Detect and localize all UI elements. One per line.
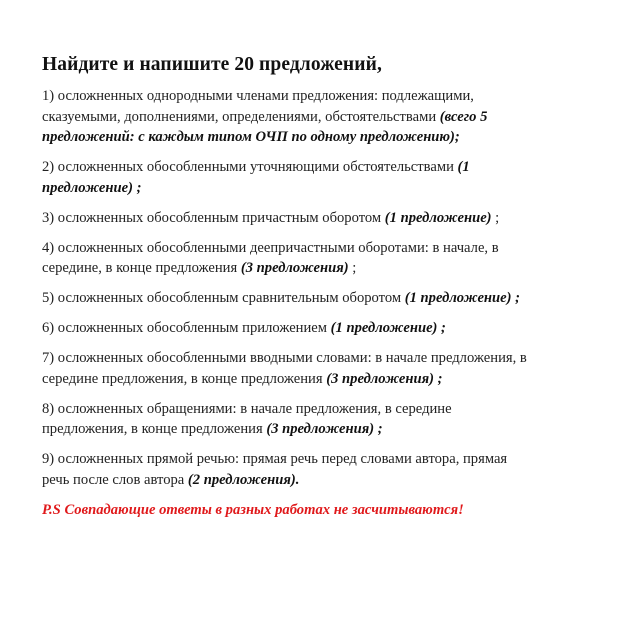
requirement-item — [42, 208, 602, 229]
requirement-line — [42, 369, 602, 390]
requirement-item — [42, 157, 602, 198]
requirement-count: предложений: с каждым типом ОЧП по одному предложению); — [42, 129, 460, 145]
requirement-line — [42, 127, 602, 148]
requirement-text: ; — [348, 260, 357, 276]
requirement-text: 6) осложненных обособленным приложением — [42, 320, 331, 336]
requirement-text: ; — [491, 209, 500, 226]
requirement-line — [42, 86, 602, 107]
requirement-line — [42, 419, 602, 440]
requirement-item — [42, 449, 602, 490]
requirement-text: 2) осложненных обособленными уточняющими обстоятельствами — [42, 159, 458, 175]
requirement-text: 1) осложненных однородными членами предложения: подлежащими, — [42, 88, 474, 104]
requirement-text: сказуемыми, дополнениями, определениями, обстоятельствами — [42, 108, 440, 125]
assignment-title: Найдите и напишите 20 предложений, — [42, 54, 382, 75]
requirement-count: (1 предложение) ; — [330, 320, 446, 336]
requirement-item — [42, 348, 602, 389]
requirement-count: (3 предложения) — [240, 260, 349, 276]
requirement-item — [42, 238, 602, 279]
requirement-line — [42, 157, 602, 178]
requirement-line — [42, 399, 602, 420]
requirement-line — [42, 348, 602, 369]
requirement-text: 8) осложненных обращениями: в начале предложения, в середине — [42, 400, 452, 417]
requirement-line — [42, 318, 602, 339]
requirement-line — [42, 288, 602, 309]
requirement-line — [42, 208, 602, 229]
requirements-list — [42, 86, 602, 490]
requirement-text: 4) осложненных обособленными деепричастными оборотами: в начале, в — [42, 239, 499, 256]
requirement-text: 9) осложненных прямой речью: прямая речь перед словами автора, прямая — [42, 451, 508, 467]
requirement-item — [42, 288, 602, 309]
requirement-text: 3) осложненных обособленным причастным оборотом — [42, 209, 385, 226]
requirement-text: середине предложения, в конце предложения — [42, 370, 327, 387]
requirement-item — [42, 86, 602, 148]
requirement-count: (всего 5 — [439, 108, 488, 125]
requirement-count: (1 предложение) ; — [404, 290, 520, 306]
requirement-count: (1 — [457, 159, 470, 175]
requirement-line — [42, 449, 602, 470]
requirement-text: 5) осложненных обособленным сравнительным оборотом — [42, 290, 405, 306]
requirement-line — [42, 258, 602, 279]
assignment-document — [42, 54, 602, 520]
requirement-text: речь после слов автора — [42, 471, 188, 488]
requirement-item — [42, 399, 602, 440]
requirement-count: (1 предложение) — [384, 209, 492, 226]
requirement-line — [42, 107, 602, 128]
requirement-line — [42, 178, 602, 199]
requirement-text: 7) осложненных обособленными вводными словами: в начале предложения, в — [42, 350, 527, 366]
requirement-line — [42, 238, 602, 259]
requirement-text: середине, в конце предложения — [42, 260, 241, 276]
requirement-item — [42, 318, 602, 339]
requirement-count: (2 предложения). — [187, 471, 300, 488]
requirement-line — [42, 470, 602, 491]
ps-note: P.S Совпадающие ответы в разных работах не засчитываются! — [42, 501, 464, 518]
requirement-text: предложения, в конце предложения — [42, 421, 267, 437]
requirement-count: предложение) ; — [42, 179, 142, 196]
requirement-count: (3 предложения) ; — [326, 370, 443, 387]
requirement-count: (3 предложения) ; — [266, 421, 383, 437]
